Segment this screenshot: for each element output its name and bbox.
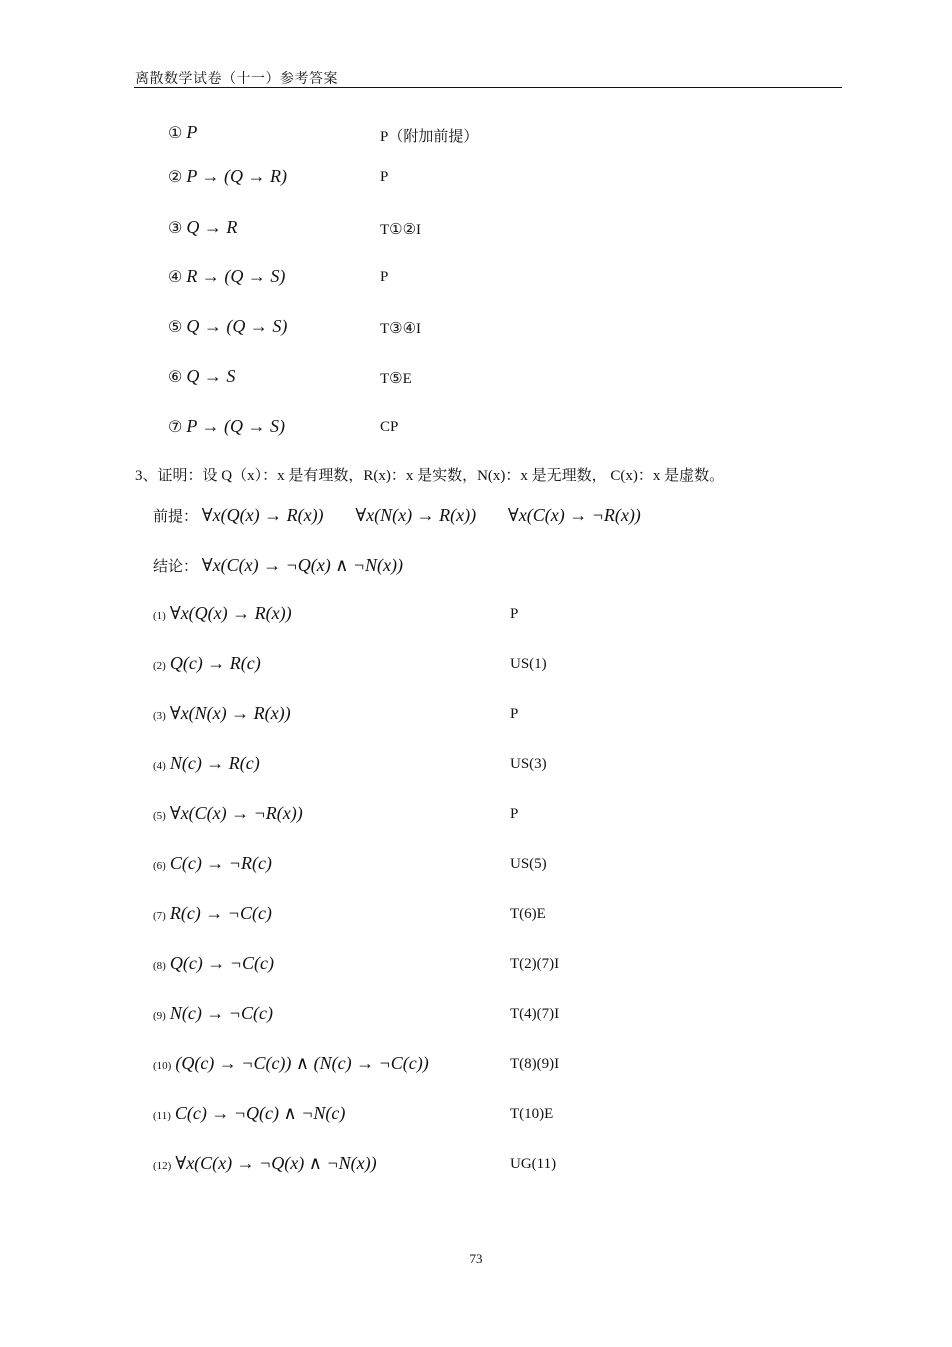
step-reason: T(6)E [510,906,546,922]
conclusion-line [153,555,403,576]
step-number: ⑦ [168,419,183,436]
step-reason: UG(11) [510,1156,557,1172]
step-formula: Q(c) → ¬C(c) [169,953,274,973]
header-title: 离散数学试卷（十一）参考答案 [135,72,338,87]
step-formula: Q(c) → R(c) [169,653,261,673]
step-formula: C(c) → ¬Q(c) ∧ ¬N(c) [174,1103,346,1123]
header-rule [134,87,842,88]
step-number: ③ [168,220,183,237]
step-number: (8) [153,960,166,972]
premise-label: 前提： [153,509,199,525]
step-number: (11) [153,1110,171,1122]
proof-step [153,1103,345,1124]
step-formula: ∀x(Q(x) → R(x)) [169,603,292,623]
proof-step [153,803,303,824]
proof-step [153,653,261,674]
step-number: (4) [153,760,166,772]
step-formula: ∀x(N(x) → R(x)) [169,703,291,723]
premise-1: ∀x(Q(x) → R(x)) [201,505,324,525]
step-formula: P → (Q → S) [186,416,286,436]
step-number: ⑥ [168,369,183,386]
step-number: (12) [153,1160,172,1172]
step-reason: T(2)(7)I [510,956,560,972]
proof-step [153,953,274,974]
step-reason: T①②I [380,222,422,238]
step-number: ② [168,169,183,186]
step-number: (10) [153,1060,172,1072]
proof-step [168,217,237,238]
proof-step [168,366,235,387]
step-number: (9) [153,1010,166,1022]
step-formula: R(c) → ¬C(c) [169,903,272,923]
proof-step [153,703,291,724]
step-number: (6) [153,860,166,872]
step-reason: US(5) [510,856,547,872]
premise-3: ∀x(C(x) → ¬R(x)) [507,505,641,525]
step-number: ④ [168,269,183,286]
conclusion-label: 结论： [153,559,199,575]
step-formula: R → (Q → S) [186,266,286,286]
step-reason: US(1) [510,656,547,672]
step-reason: T③④I [380,321,422,337]
proof-step [168,122,197,143]
step-formula: ∀x(C(x) → ¬R(x)) [169,803,303,823]
proof-step [153,753,260,774]
proof-step [153,1153,377,1174]
premise-2: ∀x(N(x) → R(x)) [355,505,477,525]
proof-step [153,603,292,624]
step-number: (3) [153,710,166,722]
step-formula: C(c) → ¬R(c) [169,853,272,873]
proof-step [153,853,272,874]
conclusion-formula: ∀x(C(x) → ¬Q(x) ∧ ¬N(x)) [201,555,404,575]
step-number: ① [168,125,183,142]
step-formula: N(c) → ¬C(c) [169,1003,273,1023]
step-reason: T(8)(9)I [510,1056,560,1072]
step-reason: T⑤E [380,371,412,387]
step-formula: Q → S [186,366,236,386]
step-reason: P [510,806,519,822]
step-number: (2) [153,660,166,672]
step-reason: T(4)(7)I [510,1006,560,1022]
step-formula: Q → (Q → S) [186,316,288,336]
proof-step [168,166,287,187]
step-number: ⑤ [168,319,183,336]
proof-step [153,1053,429,1074]
step-formula: Q → R [186,217,238,237]
proof-step [153,903,272,924]
proof-step [168,416,285,437]
step-reason: CP [380,419,399,435]
step-reason: T(10)E [510,1106,554,1122]
step-number: (7) [153,910,166,922]
step-formula: ∀x(C(x) → ¬Q(x) ∧ ¬N(x)) [175,1153,377,1173]
step-reason: P [380,169,389,185]
proof-step [153,1003,273,1024]
step-reason: P（附加前提） [380,129,479,145]
section-intro: 3、证明：设 Q（x）：x 是有理数，R(x)：x 是实数，N(x)：x 是无理数， C(x)：x 是虚数。 [135,468,725,484]
step-number: (1) [153,610,166,622]
premises-line [153,505,641,526]
page-number: 73 [469,1251,483,1266]
step-reason: US(3) [510,756,547,772]
step-reason: P [510,706,519,722]
proof-step [168,316,287,337]
step-reason: P [510,606,519,622]
step-formula: (Q(c) → ¬C(c)) ∧ (N(c) → ¬C(c)) [175,1053,429,1073]
step-formula: N(c) → R(c) [169,753,260,773]
step-reason: P [380,269,389,285]
proof-step [168,266,285,287]
step-formula: P [186,122,198,142]
step-number: (5) [153,810,166,822]
step-formula: P → (Q → R) [186,166,287,186]
